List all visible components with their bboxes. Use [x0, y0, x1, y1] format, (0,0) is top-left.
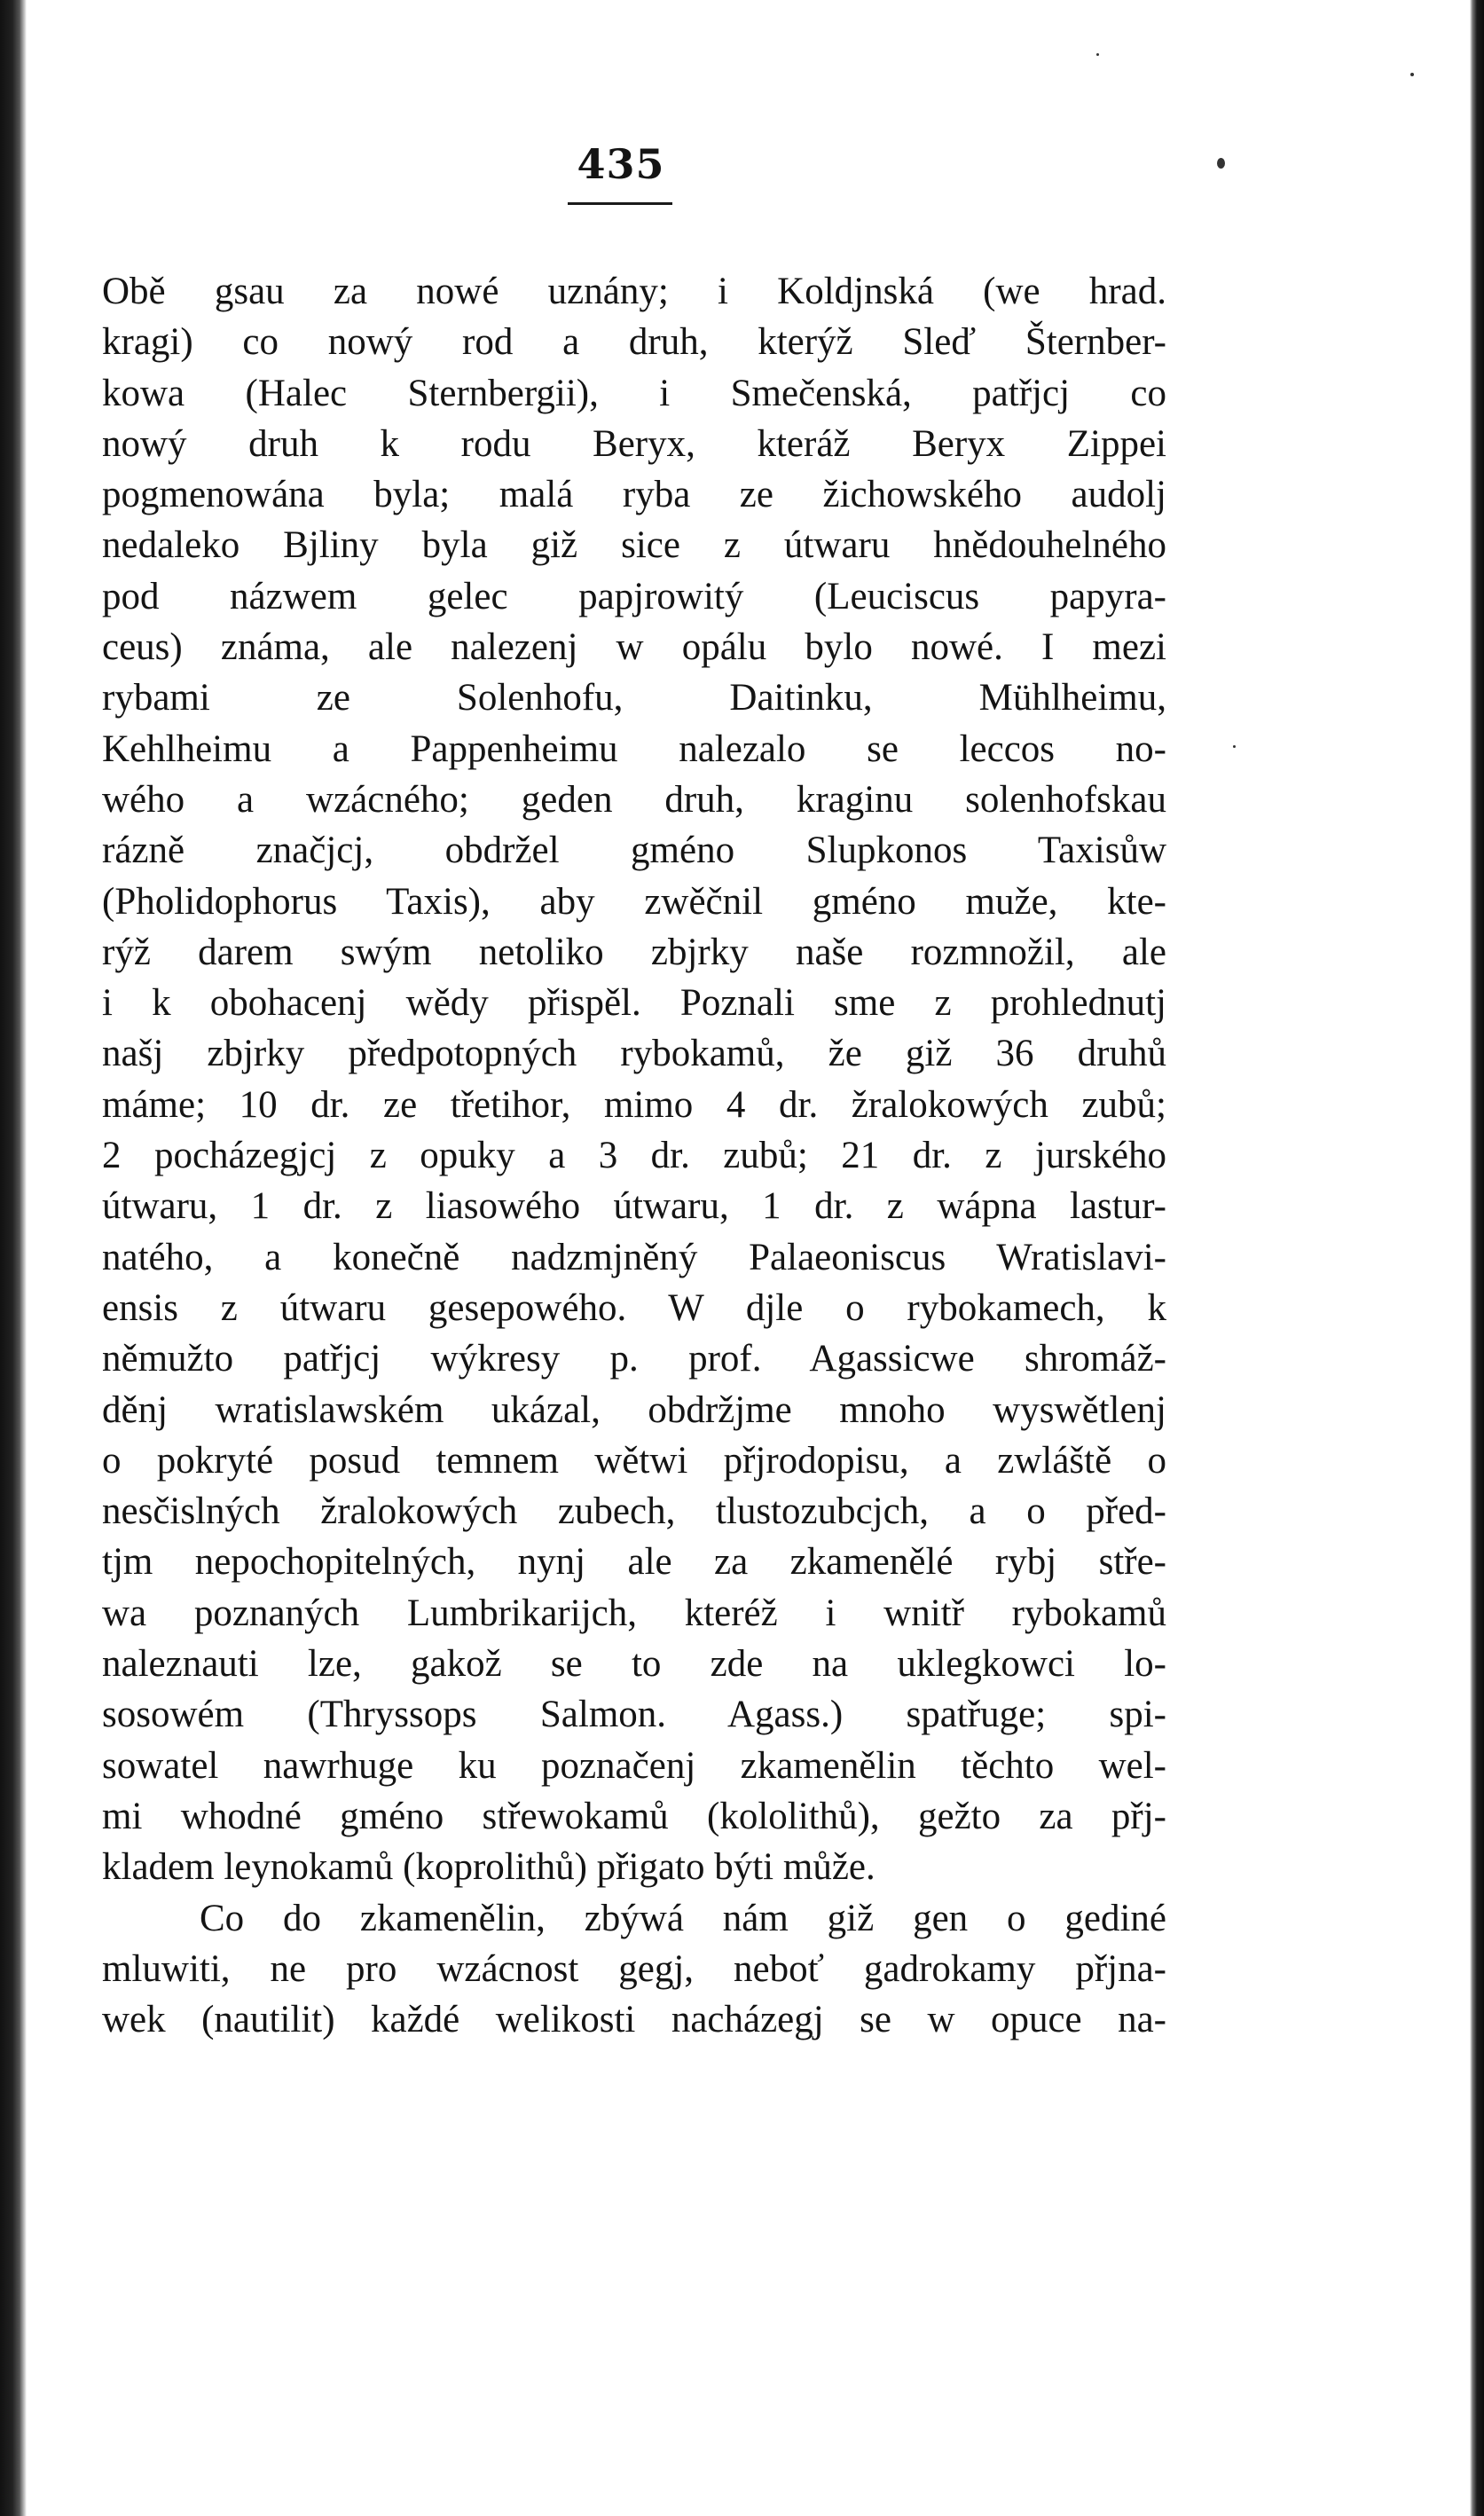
text-line: ceus) známa, ale nalezenj w opálu bylo nowé. I mezi	[102, 626, 1166, 669]
text-line: sowatel nawrhuge ku poznačenj zkamenělin těchto wel-	[102, 1744, 1166, 1787]
text-line: wého a wzácného; geden druh, kraginu solenhofskau	[102, 778, 1166, 821]
ink-speck	[1096, 53, 1099, 56]
text-line: o pokryté posud temnem wětwi přjrodopisu, a zwláště o	[102, 1439, 1166, 1482]
ink-speck	[1233, 745, 1236, 748]
text-line: rýž darem swým netoliko zbjrky naše rozmnožil, ale	[102, 931, 1166, 973]
text-line: útwaru, 1 dr. z liasowého útwaru, 1 dr. z wápna lastur-	[102, 1185, 1166, 1228]
text-line: natého, a konečně nadzmjněný Palaeoniscus Wratislavi-	[102, 1236, 1166, 1278]
text-line: rybami ze Solenhofu, Daitinku, Mühlheimu,	[102, 677, 1166, 719]
text-line: nedaleko Bjliny byla giž sice z útwaru hnědouhelného	[102, 524, 1166, 567]
text-line: pogmenowána byla; malá ryba ze žichowského audolj	[102, 474, 1166, 516]
text-line: kragi) co nowý rod a druh, kterýž Sleď Šternber-	[102, 321, 1166, 364]
text-line: ensis z útwaru gesepowého. W djle o rybokamech, k	[102, 1286, 1166, 1329]
text-line: našj zbjrky předpotopných rybokamů, že giž 36 druhů	[102, 1033, 1166, 1075]
paragraph-start-line: Co do zkamenělin, zbýwá nám giž gen o gediné	[200, 1897, 1166, 1939]
page-number: 435	[577, 140, 665, 188]
text-line: němužto patřjcj wýkresy p. prof. Agassicwe shromáž-	[102, 1338, 1166, 1380]
text-line: Obě gsau za nowé uznány; i Koldjnská (we hrad.	[102, 271, 1166, 312]
text-line: kowa (Halec Sternbergii), i Smečenská, patřjcj co	[102, 372, 1166, 414]
text-line: tjm nepochopitelných, nynj ale za zkamenělé rybj stře-	[102, 1541, 1166, 1584]
text-line: wa poznaných Lumbrikarijch, kteréž i wnitř rybokamů	[102, 1592, 1166, 1634]
page-number-rule	[568, 202, 672, 205]
text-line: nowý druh k rodu Beryx, kteráž Beryx Zippei	[102, 422, 1166, 465]
text-line: mluwiti, ne pro wzácnost gegj, neboť gadrokamy přjna-	[102, 1947, 1166, 1990]
ink-speck	[1217, 158, 1225, 169]
page-edge-left	[0, 0, 27, 2516]
text-line: rázně značjcj, obdržel gméno Slupkonos Taxisůw	[102, 829, 1166, 872]
text-line: nesčislných žralokowých zubech, tlustozubcjch, a o před-	[102, 1490, 1166, 1533]
paragraph-end-line: kladem leynokamů (koprolithů) přigato býti může.	[102, 1846, 875, 1889]
text-line: wek (nautilit) každé welikosti nacházegj se w opuce na-	[102, 1999, 1166, 2041]
text-line: máme; 10 dr. ze třetihor, mimo 4 dr. žralokowých zubů;	[102, 1083, 1166, 1126]
text-line: naleznauti lze, gakož se to zde na uklegkowci lo-	[102, 1643, 1166, 1686]
text-line: mi whodné gméno střewokamů (kololithů), gežto za přj-	[102, 1795, 1166, 1837]
text-line: i k obohacenj wědy přispěl. Poznali sme z prohlednutj	[102, 982, 1166, 1025]
text-line: pod názwem gelec papjrowitý (Leuciscus papyra-	[102, 575, 1166, 617]
text-line: (Pholidophorus Taxis), aby zwěčnil gméno muže, kte-	[102, 880, 1166, 923]
ink-speck	[1410, 73, 1414, 76]
page-edge-right	[1470, 0, 1484, 2516]
text-line: Kehlheimu a Pappenheimu nalezalo se leccos no-	[102, 727, 1166, 770]
text-line: sosowém (Thryssops Salmon. Agass.) spatřuge; spi-	[102, 1694, 1166, 1736]
body-text	[102, 266, 1166, 2045]
text-line: 2 pocházegjcj z opuky a 3 dr. zubů; 21 dr. z jurského	[102, 1135, 1166, 1177]
text-line: děnj wratislawském ukázal, obdržjme mnoho wyswětlenj	[102, 1388, 1166, 1431]
